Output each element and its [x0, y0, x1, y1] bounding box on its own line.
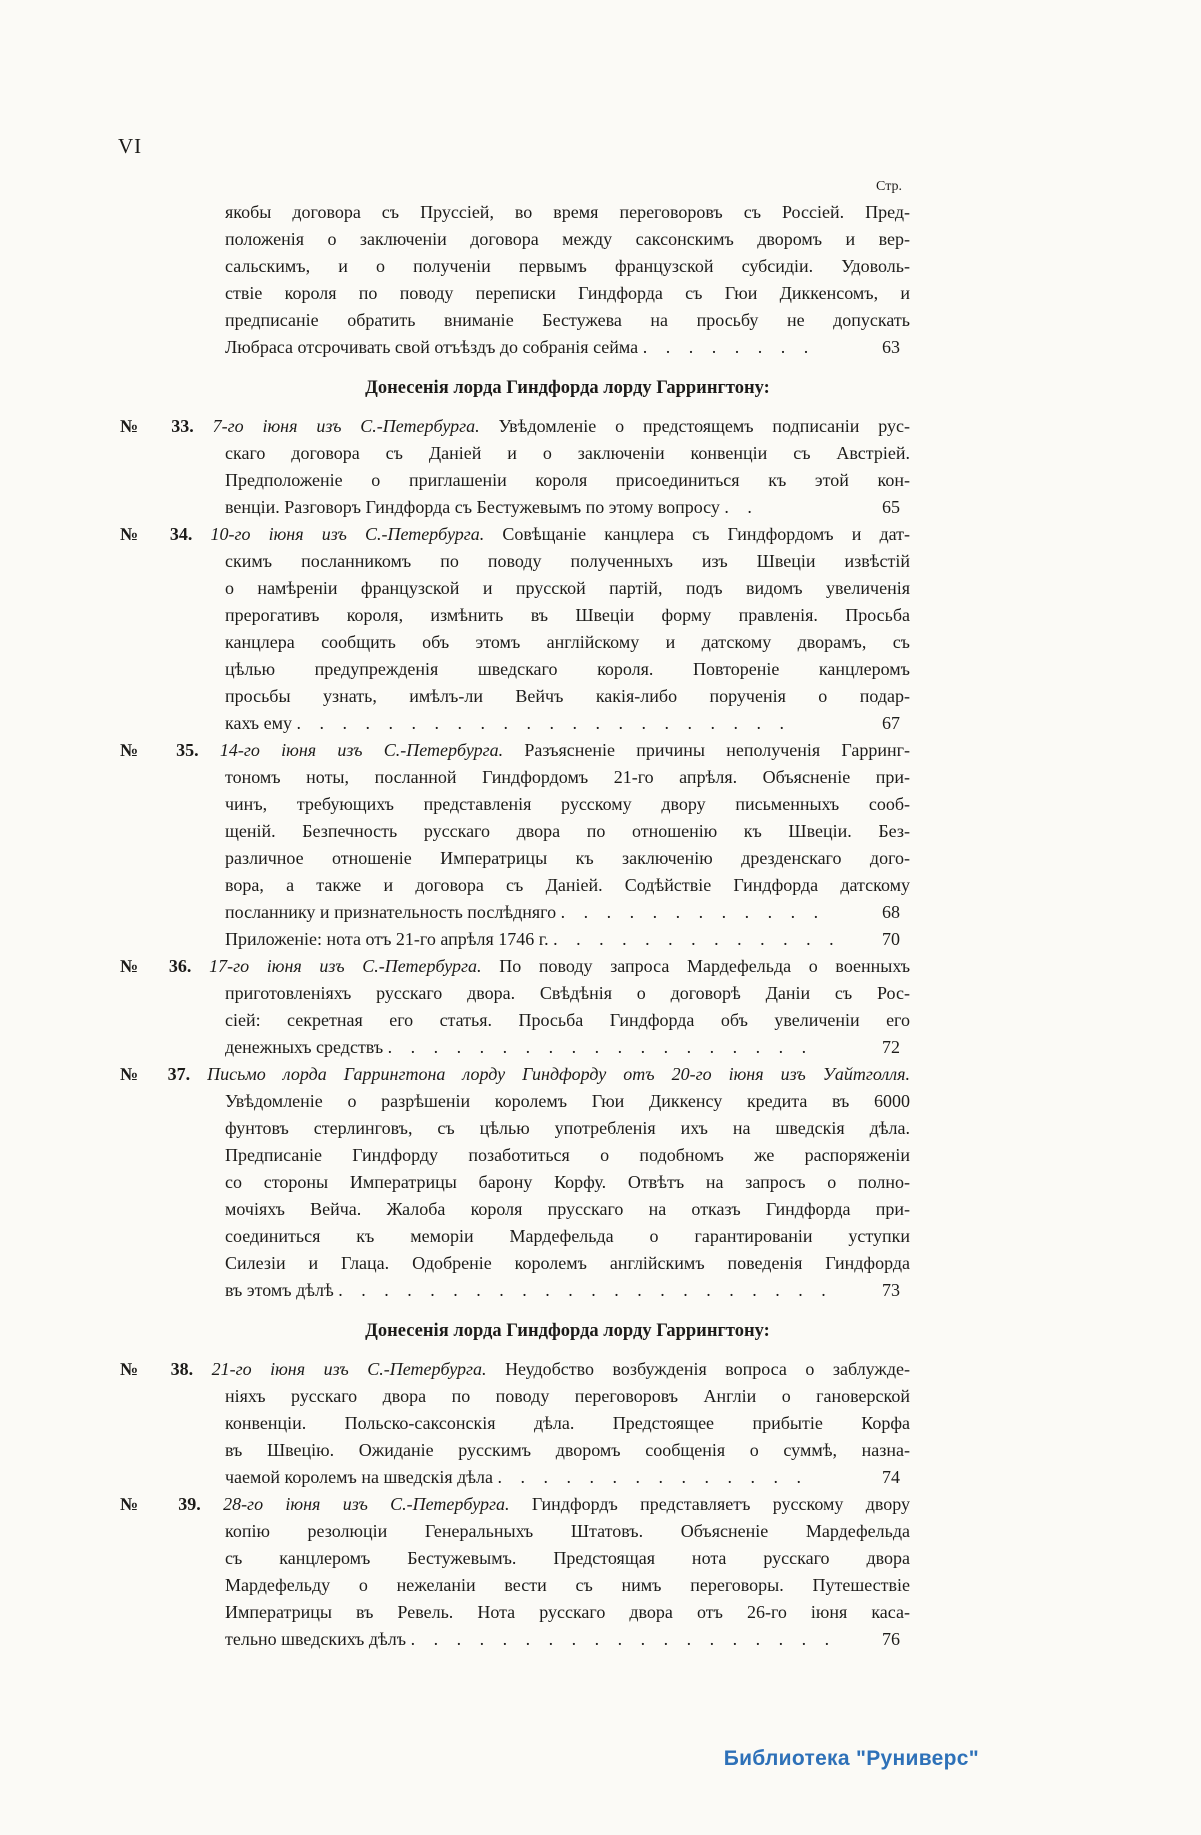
entry-text: Увѣдомленіе о предстоящемъ подписаніи рус- — [498, 416, 911, 436]
entry-lines — [225, 764, 910, 899]
entry-number: № 38. — [120, 1359, 194, 1379]
entry-text-line: прерогативъ короля, измѣнить въ Швеціи форму правленія. Просьба — [225, 605, 910, 625]
entry-text-line: въ Швецію. Ожиданіе русскимъ дворомъ сообщенія о суммѣ, назна- — [225, 1440, 910, 1460]
entry-text-line: Увѣдомленіе о разрѣшеніи королемъ Гюи Диккенсу кредита въ 6000 — [225, 1091, 910, 1111]
entry-text: По поводу запроса Мардефельда о военныхъ — [499, 956, 911, 976]
entry-text-line: различное отношеніе Императрицы къ заключенію дрезденскаго дого- — [225, 848, 910, 868]
entry-text: денежныхъ средствъ — [225, 1037, 384, 1057]
entry-first-line — [120, 1356, 911, 1383]
entry-number: № 37. — [120, 1064, 191, 1084]
entry-last-line — [225, 710, 910, 737]
entry-text: чаемой королемъ на шведскія дѣла — [225, 1467, 494, 1487]
entry-text-line: съ канцлеромъ Бестужевымъ. Предстоящая нота русскаго двора — [225, 1548, 910, 1568]
dot-leader: . . — [724, 497, 759, 517]
dot-leader: . . . . . . . . . . . . . — [553, 929, 841, 949]
entry-text: посланнику и признательность послѣдняго — [225, 902, 557, 922]
toc-entry-36 — [120, 953, 910, 1061]
entry-first-line — [120, 953, 911, 980]
entry-text-line: со стороны Императрицы барону Корфу. Отвѣтъ на запросъ о полно- — [225, 1172, 910, 1192]
entry-text-line: ствіе короля по поводу переписки Гиндфорда съ Гюи Диккенсомъ, и — [225, 283, 910, 303]
dot-leader: . . . . . . . . . . . . — [560, 902, 826, 922]
library-watermark: Библиотека "Руниверс" — [723, 1747, 979, 1770]
entry-text-line: ніяхъ русскаго двора по поводу переговоровъ Англіи о гановерской — [225, 1386, 910, 1406]
entry-text-line: приготовленіяхъ русскаго двора. Свѣдѣнія о договорѣ Даніи съ Рос- — [225, 983, 910, 1003]
entry-first-line — [120, 413, 911, 440]
dot-leader: . . . . . . . . . . . . . . . . . . . — [410, 1629, 837, 1649]
section-heading: Донесенія лорда Гиндфорда лорду Гаррингтону: — [365, 378, 770, 398]
entry-text: Любраса отсрочивать свой отъѣздъ до собранія сейма — [225, 337, 639, 357]
entry-text-line: Силезіи и Глаца. Одобреніе королемъ англійскимъ поведенія Гиндфорда — [225, 1253, 910, 1273]
entry-text: венціи. Разговоръ Гиндфорда съ Бестужевымъ по этому вопросу — [225, 497, 720, 517]
entry-text-line: чинъ, требующихъ представленія русскому двору письменныхъ сооб- — [225, 794, 910, 814]
entry-last-line — [225, 899, 910, 926]
entry-text-line: тономъ ноты, посланной Гиндфордомъ 21-го апрѣля. Объясненіе при- — [225, 767, 910, 787]
entry-date: Письмо лорда Гаррингтона лорду Гиндфорду отъ 20-го іюня изъ Уайтголля. — [207, 1064, 910, 1084]
entry-text-line: сальскимъ, и о полученіи первымъ французской субсидіи. Удоволь- — [225, 256, 910, 276]
dot-leader: . . . . . . . . . . . . . . — [497, 1467, 809, 1487]
entry-first-line — [120, 1491, 911, 1518]
entry-text-line: Императрицы въ Ревель. Нота русскаго двора отъ 26-го іюня каса- — [225, 1602, 910, 1622]
entry-last-line — [225, 1626, 910, 1653]
entry-date: 7-го іюня изъ С.-Петербурга. — [212, 416, 480, 436]
entry-lines — [225, 980, 910, 1034]
table-of-contents — [120, 178, 910, 1653]
page-number-ref: 63 — [882, 337, 900, 357]
entry-first-line — [120, 737, 911, 764]
entry-number: № 33. — [120, 416, 194, 436]
entry-last-line — [225, 926, 910, 953]
entry-text-line: скимъ посланникомъ по поводу полученныхъ изъ Швеціи извѣстій — [225, 551, 910, 571]
entry-text-line: канцлера сообщить объ этомъ англійскому и датскому дворамъ, съ — [225, 632, 910, 652]
entry-text: Совѣщаніе канцлера съ Гиндфордомъ и дат- — [502, 524, 911, 544]
toc-entry-37 — [120, 1061, 910, 1304]
entry-text: Неудобство возбужденія вопроса о заблужде- — [505, 1359, 911, 1379]
entry-date: 14-го іюня изъ С.-Петербурга. — [219, 740, 504, 760]
dot-leader: . . . . . . . . . . . . . . . . . . . . . . — [296, 713, 791, 733]
entry-text: въ этомъ дѣлѣ — [225, 1280, 334, 1300]
toc-entry-33 — [120, 413, 910, 521]
entry-lines — [225, 548, 910, 710]
entry-text-line: скаго договора съ Даніей и о заключеніи конвенціи съ Австріей. — [225, 443, 910, 463]
entry-first-line — [120, 1061, 910, 1088]
entry-text-line: фунтовъ стерлинговъ, съ цѣлью употребленія ихъ на шведскія дѣла. — [225, 1118, 910, 1138]
page-number-ref: 65 — [882, 497, 900, 517]
entry-text-line: вора, а также и договора съ Даніей. Содѣйствіе Гиндфорда датскому — [225, 875, 910, 895]
entry-text-line: копію резолюціи Генеральныхъ Штатовъ. Объясненіе Мардефельда — [225, 1521, 910, 1541]
entry-lines — [225, 1518, 910, 1626]
entry-last-line — [225, 1277, 910, 1304]
intro-paragraph — [120, 199, 910, 361]
page-number-ref: 70 — [882, 929, 900, 949]
dot-leader: . . . . . . . . . . . . . . . . . . . — [387, 1037, 814, 1057]
entry-text-line: мочіяхъ Вейча. Жалоба короля прусскаго на отказъ Гиндфорда при- — [225, 1199, 910, 1219]
entry-text-line: Мардефельду о нежеланіи вести съ нимъ переговоры. Путешествіе — [225, 1575, 910, 1595]
entry-first-line — [120, 521, 911, 548]
entry-last-line — [225, 1034, 910, 1061]
entry-text-line: положенія о заключеніи договора между саксонскимъ дворомъ и вер- — [225, 229, 910, 249]
entry-date: 21-го іюня изъ С.-Петербурга. — [211, 1359, 487, 1379]
entry-text: Приложеніе: нота отъ 21-го апрѣля 1746 г. — [225, 929, 549, 949]
entry-text: Разъясненіе причины неполученія Гарринг- — [524, 740, 911, 760]
entry-text-line: щеній. Безпечность русскаго двора по отношенію къ Швеціи. Без- — [225, 821, 910, 841]
section-heading: Донесенія лорда Гиндфорда лорду Гаррингтону: — [365, 1321, 770, 1341]
toc-entry-34 — [120, 521, 910, 737]
folio-number: VI — [118, 134, 143, 158]
entry-date: 28-го іюня изъ С.-Петербурга. — [223, 1494, 510, 1514]
page-number-ref: 73 — [882, 1280, 900, 1300]
entry-text-line: конвенціи. Польско-саксонскія дѣла. Предстоящее прибытіе Корфа — [225, 1413, 910, 1433]
entry-last-line — [225, 494, 910, 521]
entry-text-line: предписаніе обратить вниманіе Бестужева на просьбу не допускать — [225, 310, 910, 330]
toc-entry-38 — [120, 1356, 910, 1491]
entry-date: 10-го іюня изъ С.-Петербурга. — [210, 524, 485, 544]
entry-text: тельно шведскихъ дѣлъ — [225, 1629, 407, 1649]
entry-lines — [225, 440, 910, 494]
entry-text: кахъ ему — [225, 713, 292, 733]
entry-text-line: сіей: секретная его статья. Просьба Гиндфорда объ увеличеніи его — [225, 1010, 910, 1030]
toc-entry-35-appendix — [120, 926, 910, 953]
dot-leader: . . . . . . . . — [642, 337, 816, 357]
page-column-header: Стр. — [876, 179, 902, 194]
entry-number: № 36. — [120, 956, 192, 976]
entry-text-line: соединиться къ меморіи Мардефельда о гарантированіи уступки — [225, 1226, 910, 1246]
page-number-ref: 67 — [882, 713, 900, 733]
entry-number: № 35. — [120, 740, 199, 760]
toc-entry-35 — [120, 737, 910, 926]
entry-lines — [225, 1383, 910, 1464]
entry-number: № 39. — [120, 1494, 201, 1514]
page-number-ref: 76 — [882, 1629, 900, 1649]
page-number-ref: 72 — [882, 1037, 900, 1057]
entry-text-line: Предписаніе Гиндфорду позаботиться о подобномъ же распоряженіи — [225, 1145, 910, 1165]
intro-last-line — [225, 334, 910, 361]
entry-text-line: просьбы узнать, имѣлъ-ли Вейчъ какія-либо порученія о подар- — [225, 686, 910, 706]
page-number-ref: 68 — [882, 902, 900, 922]
dot-leader: . . . . . . . . . . . . . . . . . . . . . . — [338, 1280, 833, 1300]
entry-lines — [225, 1088, 910, 1277]
entry-date: 17-го іюня изъ С.-Петербурга. — [209, 956, 482, 976]
entry-text-line: о намѣреніи французской и прусской партій, подъ видомъ увеличенія — [225, 578, 910, 598]
entry-text-line: якобы договора съ Пруссіей, во время переговоровъ съ Россіей. Пред- — [225, 202, 910, 222]
page-number-ref: 74 — [882, 1467, 900, 1487]
entry-last-line — [225, 1464, 910, 1491]
intro-lines — [225, 199, 910, 334]
entry-number: № 34. — [120, 524, 193, 544]
toc-entry-39 — [120, 1491, 910, 1653]
entry-text: Гиндфордъ представляетъ русскому двору — [531, 1494, 911, 1514]
entry-text-line: цѣлью предупрежденія шведскаго короля. Повтореніе канцлеромъ — [225, 659, 910, 679]
entry-text-line: Предположеніе о приглашеніи короля присоединиться къ этой кон- — [225, 470, 910, 490]
